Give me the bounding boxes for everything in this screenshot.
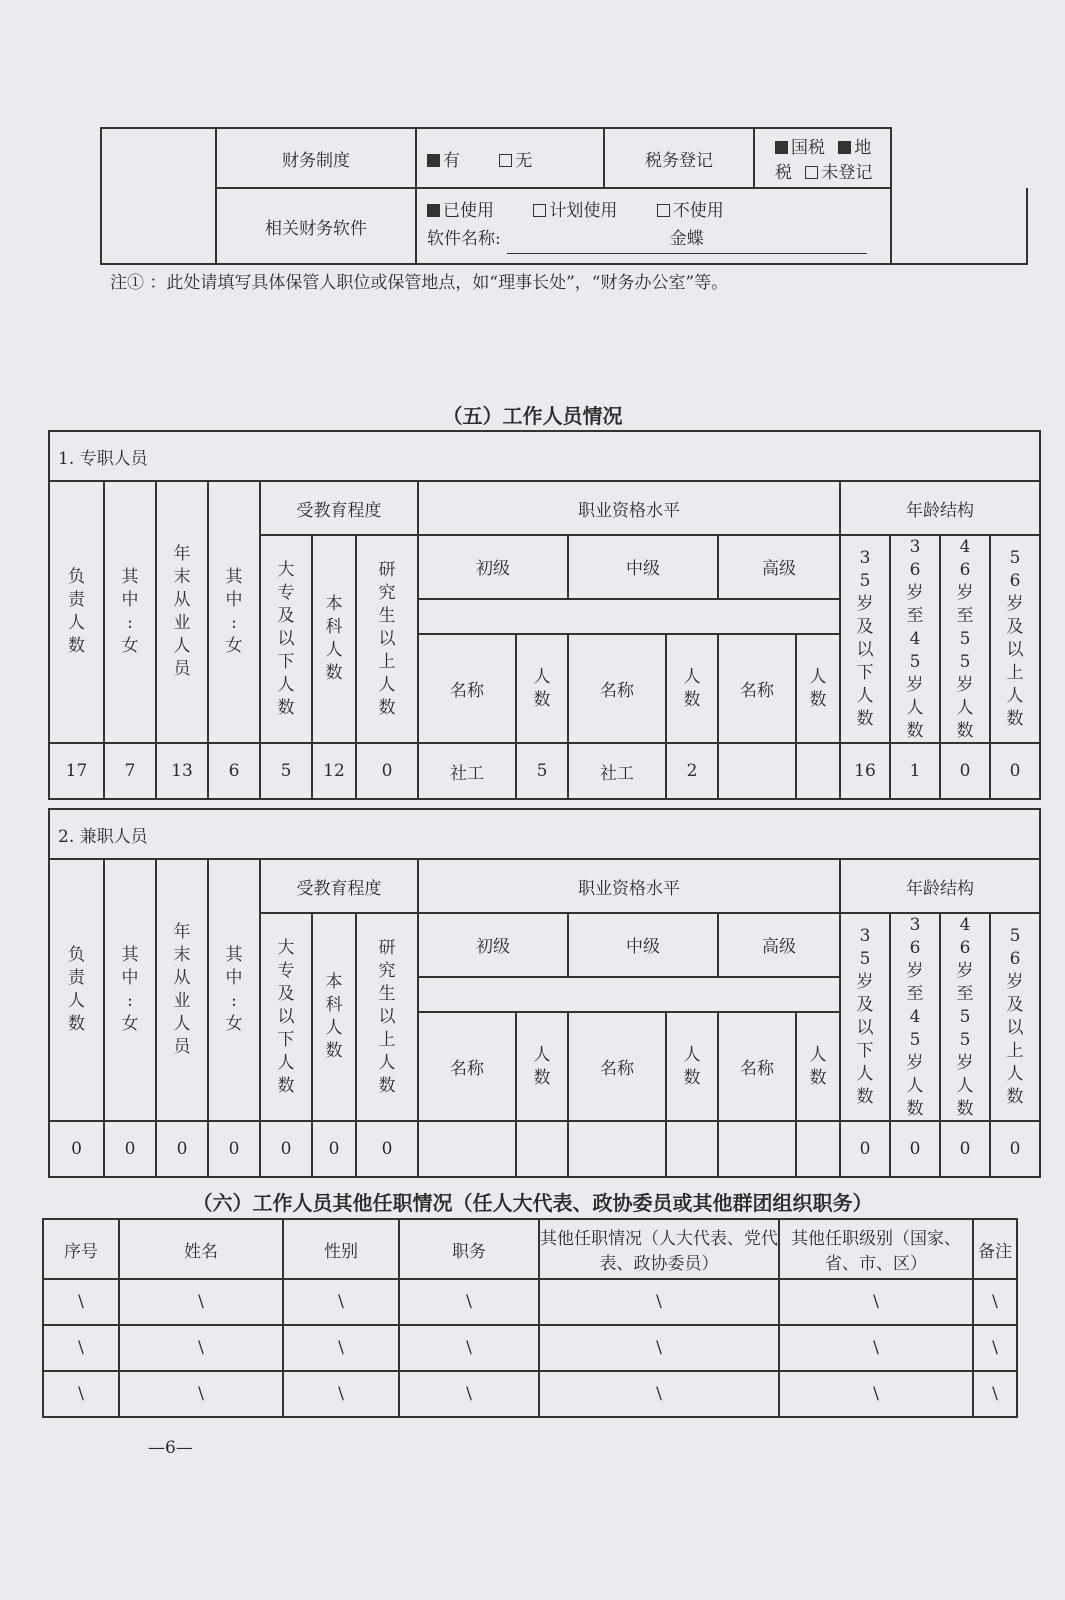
header-name: 名称	[418, 634, 516, 743]
section-title-staff: （五）工作人员情况	[442, 404, 623, 428]
table-cell: \	[399, 1371, 539, 1417]
checkbox-icon	[805, 166, 818, 179]
header-qizhongnv: 其 中 : 女	[208, 481, 260, 743]
table-cell: \	[539, 1325, 779, 1371]
header-education: 受教育程度	[260, 481, 418, 535]
staff-data-cell: 5	[516, 743, 568, 799]
table-cell: \	[119, 1371, 283, 1417]
parttime-staff-table	[48, 808, 1041, 1178]
staff-data-cell: 7	[104, 743, 156, 799]
staff-data-cell: 0	[890, 1121, 940, 1177]
checkbox-icon	[499, 154, 512, 167]
table-cell: \	[399, 1279, 539, 1325]
staff-data-cell: 0	[312, 1121, 356, 1177]
header-yanjiusheng: 研 究 生 以 上 人 数	[356, 913, 418, 1121]
table-cell: \	[119, 1279, 283, 1325]
header-name: 名称	[718, 1012, 796, 1121]
header-fuze: 负 责 人 数	[49, 859, 104, 1121]
table-cell: \	[283, 1279, 399, 1325]
table-cell: \	[779, 1279, 973, 1325]
staff-data-cell	[568, 1121, 666, 1177]
header-benke: 本 科 人 数	[312, 535, 356, 743]
header-name: 名称	[418, 1012, 516, 1121]
software-option-row	[427, 198, 890, 225]
header-gaoji: 高级	[718, 535, 840, 599]
header-age: 年龄结构	[840, 481, 1040, 535]
staff-data-cell	[516, 1121, 568, 1177]
option-software-unused[interactable]: 不使用	[657, 201, 724, 221]
table-cell: \	[119, 1325, 283, 1371]
header-nianmo: 年 末 从 业 人 员	[156, 859, 208, 1121]
header-count: 人 数	[516, 634, 568, 743]
table-cell: \	[973, 1325, 1017, 1371]
footnote	[110, 268, 728, 293]
software-name-field[interactable]: 金蝶	[507, 226, 867, 254]
table-cell: \	[973, 1371, 1017, 1417]
table-cell: \	[43, 1279, 119, 1325]
staff-data-cell: 0	[104, 1121, 156, 1177]
software-name-row	[427, 226, 890, 254]
option-tax-local[interactable]: 地税	[775, 138, 872, 183]
other-positions-header: 序号	[43, 1219, 119, 1279]
other-positions-header: 姓名	[119, 1219, 283, 1279]
header-name: 名称	[718, 634, 796, 743]
tax-label: 税务登记	[604, 128, 754, 188]
staff-data-cell: 16	[840, 743, 890, 799]
software-label: 相关财务软件	[216, 188, 416, 264]
option-software-planned[interactable]: 计划使用	[533, 201, 617, 221]
staff-data-cell: 12	[312, 743, 356, 799]
header-qizhongnv: 其 中 : 女	[208, 859, 260, 1121]
table-cell: \	[539, 1279, 779, 1325]
staff-data-cell: 0	[840, 1121, 890, 1177]
checkbox-checked-icon	[838, 141, 851, 154]
table-row	[43, 1325, 1017, 1371]
page-number: —6—	[148, 1438, 193, 1458]
staff-data-cell: 社工	[418, 743, 516, 799]
header-age-46-55: 4 6 岁 至 5 5 岁 人 数	[940, 913, 990, 1121]
staff-table-label: 2. 兼职人员	[49, 809, 1040, 859]
option-system-yes[interactable]: 有	[427, 151, 460, 171]
software-options	[416, 188, 891, 264]
header-nianmo: 年 末 从 业 人 员	[156, 481, 208, 743]
header-age: 年龄结构	[840, 859, 1040, 913]
header-count: 人 数	[796, 1012, 840, 1121]
header-education: 受教育程度	[260, 859, 418, 913]
checkbox-icon	[657, 204, 670, 217]
table-cell: \	[779, 1325, 973, 1371]
header-name: 名称	[568, 1012, 666, 1121]
header-benke: 本 科 人 数	[312, 913, 356, 1121]
footnote-text: ：此处请填写具体保管人职位或保管地点，如“理事长处”，“财务办公室”等。	[149, 273, 729, 293]
table-cell: \	[43, 1325, 119, 1371]
header-name: 名称	[568, 634, 666, 743]
header-chuji: 初级	[418, 913, 568, 977]
table-cell: \	[779, 1371, 973, 1417]
checkbox-icon	[533, 204, 546, 217]
header-yanjiusheng: 研 究 生 以 上 人 数	[356, 535, 418, 743]
section-title-other-positions: （六）工作人员其他任职情况（任人大代表、政协委员或其他群团组织职务）	[192, 1191, 873, 1215]
staff-data-cell	[796, 743, 840, 799]
table-cell: \	[283, 1371, 399, 1417]
staff-data-cell	[718, 1121, 796, 1177]
staff-data-row	[49, 1121, 1040, 1177]
header-age-36-45: 3 6 岁 至 4 5 岁 人 数	[890, 913, 940, 1121]
header-qizhongnv: 其 中 : 女	[104, 859, 156, 1121]
staff-data-cell	[718, 743, 796, 799]
option-tax-national[interactable]: 国税	[775, 138, 825, 158]
software-name-label: 软件名称:	[427, 228, 501, 249]
finance-table	[100, 127, 1028, 265]
option-system-no[interactable]: 无	[499, 151, 532, 171]
checkbox-checked-icon	[427, 154, 440, 167]
header-age-35: 3 5 岁 及 以 下 人 数	[840, 913, 890, 1121]
other-positions-header: 其他任职级别（国家、省、市、区）	[779, 1219, 973, 1279]
staff-data-cell: 0	[156, 1121, 208, 1177]
finance-system-label: 财务制度	[216, 128, 416, 188]
staff-data-cell: 13	[156, 743, 208, 799]
other-positions-header: 其他任职情况（人大代表、党代表、政协委员）	[539, 1219, 779, 1279]
option-tax-none[interactable]: 未登记	[805, 163, 872, 183]
staff-data-cell: 社工	[568, 743, 666, 799]
header-qualification: 职业资格水平	[418, 859, 840, 913]
finance-blank-cell	[891, 188, 1028, 264]
fulltime-staff-table	[48, 430, 1041, 800]
staff-data-cell: 0	[260, 1121, 312, 1177]
staff-data-cell	[796, 1121, 840, 1177]
header-count: 人 数	[796, 634, 840, 743]
header-age-56: 5 6 岁 及 以 上 人 数	[990, 913, 1040, 1121]
table-cell: \	[283, 1325, 399, 1371]
finance-system-options	[416, 128, 604, 188]
staff-data-cell: 6	[208, 743, 260, 799]
other-positions-table	[42, 1218, 1018, 1418]
table-row	[43, 1371, 1017, 1417]
finance-blank-cell	[101, 128, 216, 264]
table-row	[43, 1279, 1017, 1325]
header-count: 人 数	[666, 1012, 718, 1121]
tax-options	[754, 128, 891, 188]
header-count: 人 数	[666, 634, 718, 743]
option-software-used[interactable]: 已使用	[427, 201, 494, 221]
staff-data-cell: 17	[49, 743, 104, 799]
staff-data-cell: 0	[940, 743, 990, 799]
header-dazhuan: 大 专 及 以 下 人 数	[260, 535, 312, 743]
header-age-46-55: 4 6 岁 至 5 5 岁 人 数	[940, 535, 990, 743]
table-cell: \	[973, 1279, 1017, 1325]
other-positions-header: 性别	[283, 1219, 399, 1279]
staff-table-label: 1. 专职人员	[49, 431, 1040, 481]
header-count: 人 数	[516, 1012, 568, 1121]
table-cell: \	[43, 1371, 119, 1417]
staff-data-cell	[666, 1121, 718, 1177]
other-positions-header: 职务	[399, 1219, 539, 1279]
table-cell: \	[539, 1371, 779, 1417]
header-qualification: 职业资格水平	[418, 481, 840, 535]
staff-data-cell: 0	[990, 1121, 1040, 1177]
staff-data-cell: 0	[356, 743, 418, 799]
other-positions-header-row	[43, 1219, 1017, 1279]
staff-data-cell	[418, 1121, 516, 1177]
header-zhongji: 中级	[568, 913, 718, 977]
header-chuji: 初级	[418, 535, 568, 599]
staff-data-cell: 2	[666, 743, 718, 799]
header-dazhuan: 大 专 及 以 下 人 数	[260, 913, 312, 1121]
staff-data-cell: 0	[940, 1121, 990, 1177]
footnote-mark: 注①	[110, 273, 144, 293]
staff-data-cell: 5	[260, 743, 312, 799]
header-gaoji: 高级	[718, 913, 840, 977]
header-fuze: 负 责 人 数	[49, 481, 104, 743]
staff-data-cell: 0	[49, 1121, 104, 1177]
header-age-35: 3 5 岁 及 以 下 人 数	[840, 535, 890, 743]
staff-data-row	[49, 743, 1040, 799]
checkbox-checked-icon	[775, 141, 788, 154]
staff-data-cell: 0	[990, 743, 1040, 799]
header-age-56: 5 6 岁 及 以 上 人 数	[990, 535, 1040, 743]
header-zhongji: 中级	[568, 535, 718, 599]
staff-data-cell: 0	[356, 1121, 418, 1177]
other-positions-header: 备注	[973, 1219, 1017, 1279]
staff-data-cell: 0	[208, 1121, 260, 1177]
checkbox-checked-icon	[427, 204, 440, 217]
table-cell: \	[399, 1325, 539, 1371]
header-age-36-45: 3 6 岁 至 4 5 岁 人 数	[890, 535, 940, 743]
header-qizhongnv: 其 中 : 女	[104, 481, 156, 743]
staff-data-cell: 1	[890, 743, 940, 799]
